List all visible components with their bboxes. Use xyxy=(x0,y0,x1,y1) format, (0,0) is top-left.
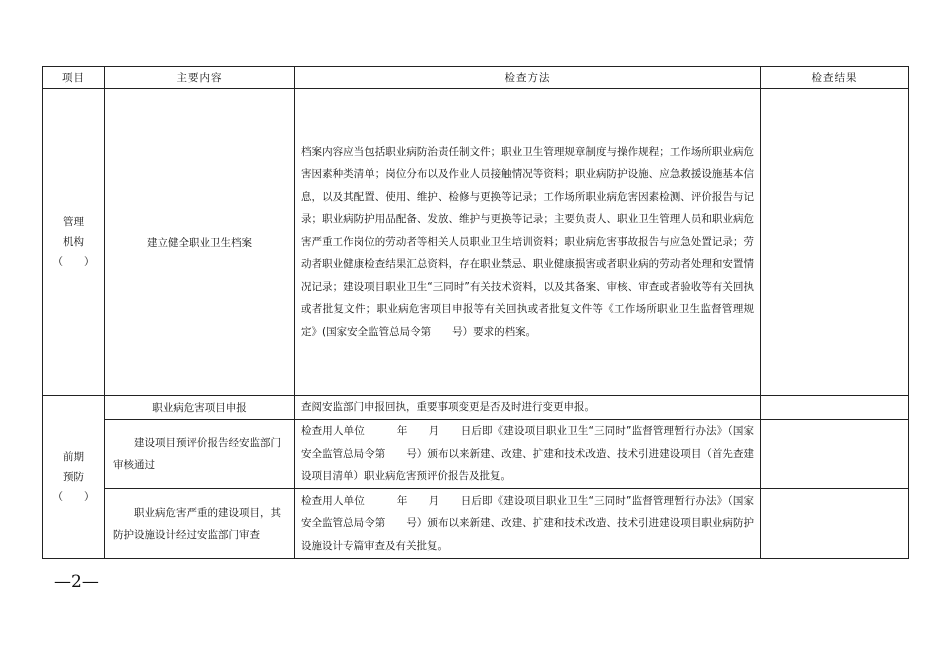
inspection-table xyxy=(42,66,909,559)
method-cell: 查阅安监部门申报回执，重要事项变更是否及时进行变更申报。 xyxy=(295,396,761,420)
table-row-prevention-3 xyxy=(43,489,909,559)
category-prevention xyxy=(43,396,105,559)
result-cell xyxy=(761,396,909,420)
header-method: 检查方法 xyxy=(295,67,761,89)
table-header-row xyxy=(43,67,909,89)
category-management xyxy=(43,89,105,396)
category-label-line1: 管理 xyxy=(63,216,84,228)
method-cell: 档案内容应当包括职业病防治责任制文件；职业卫生管理规章制度与操作规程；工作场所职业病危害因素种类清单；岗位分布以及作业人员接触情况等资料；职业病防护设施、应急救援设施基本信息，以及其配置、使用、维护、检修与更换等记录；工作场所职业病危害因素检测、评价报告与记录；职业病防护用品配备、发放、维护与更换等记录；主要负责人、职业卫生管理人员和职业病危害严重工作岗位的劳动者等相关人员职业卫生培训资料；职业病危害事故报告与应急处置记录；劳动者职业健康检查结果汇总资料，存在职业禁忌、职业健康损害或者职业病的劳动者处理和安置情况记录；建设项目职业卫生“三同时”有关技术资料，以及其备案、审核、审查或者验收等有关回执或者批复文件；职业病危害项目申报等有关回执或者批复文件等《工作场所职业卫生监督管理规定》(国家安全监管总局令第 号）要求的档案。 xyxy=(295,89,761,396)
category-label-line2: 机构 xyxy=(63,236,84,248)
table-row-prevention-1 xyxy=(43,396,909,420)
header-content: 主要内容 xyxy=(105,67,295,89)
header-item: 项目 xyxy=(43,67,105,89)
result-cell xyxy=(761,89,909,396)
content-cell: 建立健全职业卫生档案 xyxy=(105,89,295,396)
method-cell: 检查用人单位 年 月 日后即《建设项目职业卫生“三同时”监督管理暂行办法》（国家安全监管总局令第 号）颁布以来新建、改建、扩建和技术改造、技术引进建设项目（首先查建设项目清单）职业病危害预评价报告及批复。 xyxy=(295,420,761,489)
table-row-prevention-2 xyxy=(43,420,909,489)
header-result: 检查结果 xyxy=(761,67,909,89)
result-cell xyxy=(761,489,909,559)
content-cell: 建设项目预评价报告经安监部门审核通过 xyxy=(105,420,295,489)
category-paren: （ ） xyxy=(52,491,95,503)
method-cell: 检查用人单位 年 月 日后即《建设项目职业卫生“三同时”监督管理暂行办法》（国家安全监管总局令第 号）颁布以来新建、改建、扩建和技术改造、技术引进建设项目职业病防护设施设计专篇审查及有关批复。 xyxy=(295,489,761,559)
content-cell: 职业病危害严重的建设项目，其防护设施设计经过安监部门审查 xyxy=(105,489,295,559)
result-cell xyxy=(761,420,909,489)
table-row-management xyxy=(43,89,909,396)
category-label-line1: 前期 xyxy=(63,451,84,463)
content-cell: 职业病危害项目申报 xyxy=(105,396,295,420)
category-label-line2: 预防 xyxy=(63,471,84,483)
category-paren: （ ） xyxy=(52,256,95,268)
page-number: —2— xyxy=(54,572,99,592)
